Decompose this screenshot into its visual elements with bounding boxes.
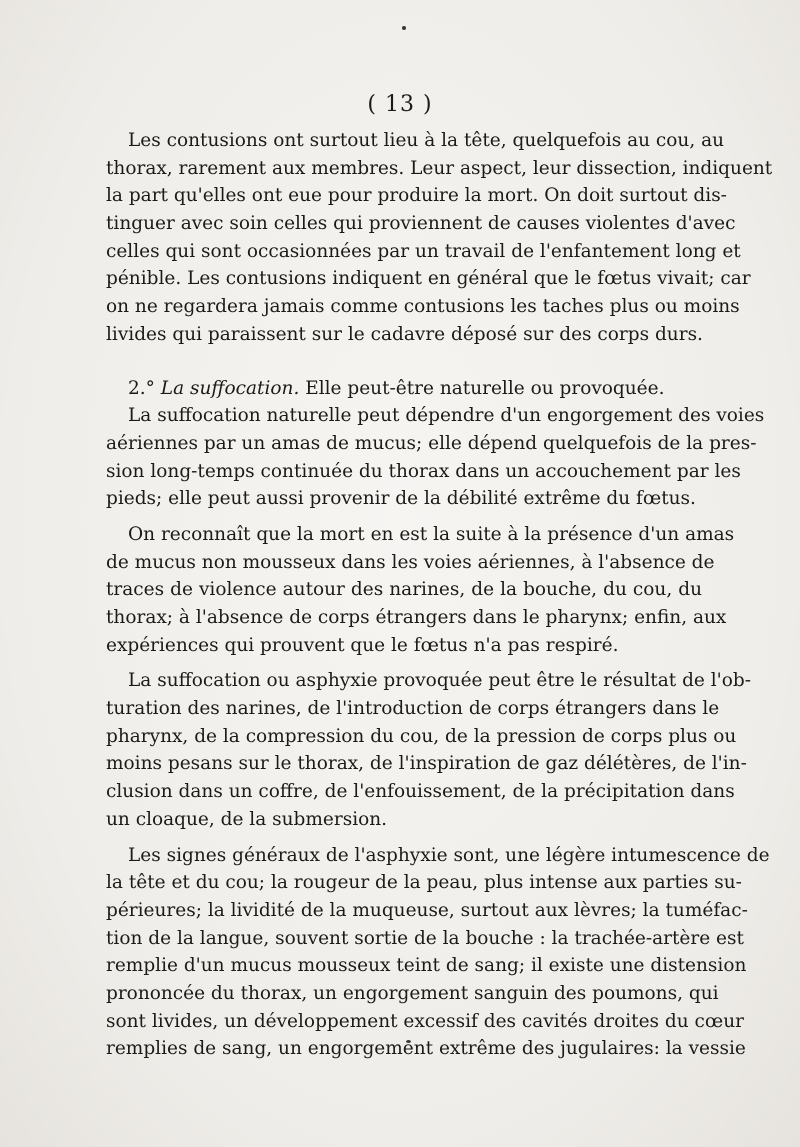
text-line: expériences qui prouvent que le fœtus n'a pas respiré. [106, 634, 619, 656]
text-line: Les contusions ont surtout lieu à la tête, quelquefois au cou, au [128, 130, 725, 151]
text-line: On reconnaît que la mort en est la suite à la présence d'un amas [128, 523, 735, 545]
text-line: traces de violence autour des narines, de la bouche, du cou, du [106, 579, 702, 601]
text-line: aériennes par un amas de mucus; elle dépend quelquefois de la pres- [106, 432, 757, 454]
text-line: tinguer avec soin celles qui proviennent de causes violentes d'avec [106, 213, 736, 235]
text-line: pieds; elle peut aussi provenir de la débilité extrême du fœtus. [106, 488, 696, 510]
text-line: on ne regardera jamais comme contusions les taches plus ou moins [106, 296, 740, 318]
section-intro: Elle peut-être naturelle ou provoquée. [299, 377, 665, 399]
paragraph-signs-natural [106, 521, 735, 659]
text-line: clusion dans un coffre, de l'enfouissement, de la précipitation dans [106, 781, 735, 803]
text-line: moins pesans sur le thorax, de l'inspiration de gaz délétères, de l'in- [106, 753, 747, 775]
text-line: La suffocation naturelle peut dépendre d'un engorgement des voies [128, 405, 765, 427]
text-line: turation des narines, de l'introduction de corps étrangers dans le [106, 698, 720, 720]
text-line: prononcée du thorax, un engorgement sanguin des poumons, qui [106, 982, 719, 1004]
text-line: remplies de sang, un engorgement extrême des jugulaires: la vessie [106, 1038, 746, 1060]
paragraph-natural-suffocation [106, 402, 765, 513]
text-line: sont livides, un développement excessif des cavités droites du cœur [106, 1010, 744, 1032]
text-line: thorax, rarement aux membres. Leur aspect, leur dissection, indiquent [106, 157, 773, 179]
text-line: de mucus non mousseux dans les voies aériennes, à l'absence de [106, 551, 715, 573]
section-number: 2.° [128, 377, 155, 399]
page-number: ( 13 ) [367, 92, 433, 117]
text-line: thorax; à l'absence de corps étrangers dans le pharynx; enfin, aux [106, 607, 727, 628]
text-line: la tête et du cou; la rougeur de la peau, plus intense aux parties su- [106, 872, 742, 894]
text-line: pénible. Les contusions indiquent en général que le fœtus vivait; car [106, 268, 751, 290]
paragraph-provoked-asphyxia [106, 667, 751, 833]
paragraph-contusions [106, 127, 773, 349]
text-line: pharynx, de la compression du cou, de la pression de corps plus ou [106, 725, 737, 747]
text-line: périeures; la lividité de la muqueuse, surtout aux lèvres; la tuméfac- [106, 899, 748, 921]
text-line: remplie d'un mucus mousseux teint de sang; il existe une distension [106, 955, 747, 977]
text-line: celles qui sont occasionnées par un travail de l'enfantement long et [106, 240, 741, 262]
text-line: la part qu'elles ont eue pour produire la mort. On doit surtout dis- [106, 185, 727, 207]
text-line: La suffocation ou asphyxie provoquée peut être le résultat de l'ob- [128, 670, 751, 692]
text-line: livides qui paraissent sur le cadavre déposé sur des corps durs. [106, 323, 703, 345]
section-title: La suffocation. [160, 377, 300, 399]
ink-speck [402, 26, 406, 30]
text-line: Les signes généraux de l'asphyxie sont, une légère intumescence de [128, 844, 770, 866]
section-heading-suffocation [106, 375, 702, 403]
text-line: un cloaque, de la submersion. [106, 808, 388, 830]
text-line: tion de la langue, souvent sortie de la bouche : la trachée-artère est [106, 927, 744, 949]
body-text [106, 127, 773, 1063]
text-line: sion long-temps continuée du thorax dans un accouchement par les [106, 460, 741, 482]
paragraph-general-signs [106, 842, 770, 1064]
